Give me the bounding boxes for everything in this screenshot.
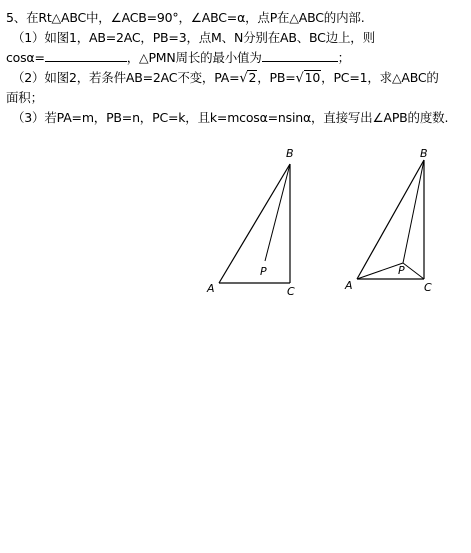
problem-intro: 在Rt△ABC中，∠ACB=90°，∠ABC=α，点P在△ABC的内部. [26,10,365,25]
figure2-segment-pb [403,160,424,263]
figure2-side-ab [357,160,424,279]
figure1-label-a: A [207,282,215,295]
part1-line-a [6,28,466,48]
part3-text: （3）若PA=m，PB=n，PC=k，且k=mcosα=nsinα，直接写出∠APB的度数. [12,110,449,125]
problem-number: 5、 [6,10,27,25]
part2-text-suffix: ，PC=1，求△ABC的 [321,70,439,85]
sqrt-10-radicand: 10 [304,70,321,85]
part2-line-b [6,88,466,108]
figure2-label-b: B [420,147,428,160]
cos-answer-blank[interactable] [45,49,127,62]
part1-mid-text: ，△PMN周长的最小值为 [126,50,262,65]
figure1-label-b: B [286,147,294,160]
problem-text [6,8,466,128]
part2-text-mid: ，PB= [257,70,296,85]
figure-1 [200,140,310,300]
figure1-side-ab [219,164,290,283]
figure2-label-a: A [345,279,353,292]
sqrt-2-radicand: 2 [248,70,257,85]
part1-text-a: （1）如图1，AB=2AC，PB=3，点M、N分别在AB、BC边上，则 [12,30,375,45]
figure2-segment-pa [357,263,403,279]
perimeter-answer-blank[interactable] [262,49,338,62]
figure2-label-c: C [424,281,432,294]
figure1-segment-pb [265,164,290,261]
part2-line-a [6,68,466,88]
figure2-segment-pc [403,263,424,279]
part2-text-prefix: （2）如图2，若条件AB=2AC不变，PA= [12,70,240,85]
sqrt-10: √10 [295,70,321,86]
part1-line-b [6,48,466,68]
figure2-label-p: P [398,264,405,277]
figure1-label-p: P [260,265,267,278]
part2-text-b: 面积； [6,90,43,105]
part3-line [6,108,466,128]
figure1-label-c: C [287,285,295,298]
part1-cos-label: cosα= [6,50,45,65]
sqrt-2: √2 [239,70,257,86]
figure-2 [340,140,450,300]
problem-intro-line [6,8,466,28]
part1-suffix: ； [337,50,350,65]
